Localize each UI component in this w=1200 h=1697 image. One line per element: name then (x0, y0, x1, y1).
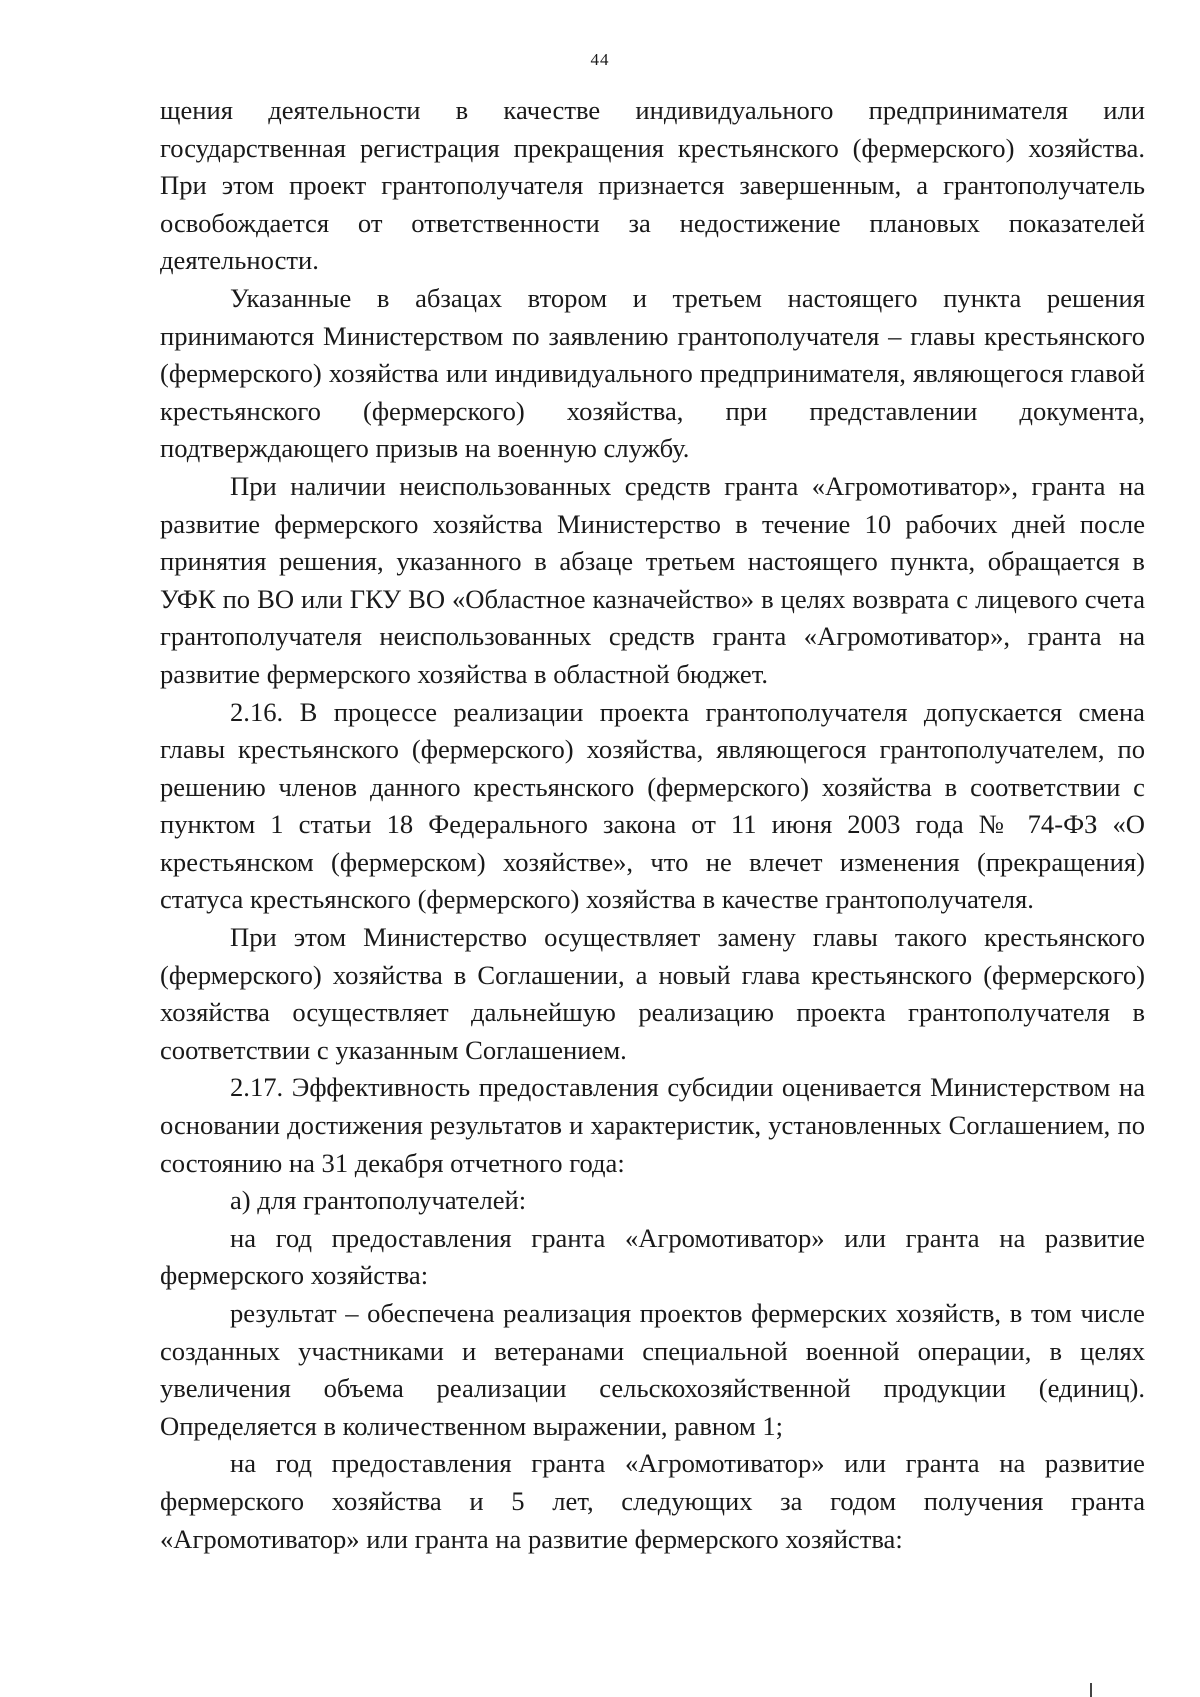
paragraph-clause-2-17: 2.17. Эффективность предоставления субсидии оценивается Министерством на основании достижения результатов и характеристик, установленных Соглашением, по состоянию на 31 декабря отчетного года: (160, 1072, 1145, 1178)
paragraph-item-a: а) для грантополучателей: (230, 1185, 527, 1216)
document-body (160, 92, 1145, 1558)
paragraph-grant-year-plus-five: на год предоставления гранта «Агромотиватор» или гранта на развитие фермерского хозяйства и 5 лет, следующих за годом получения гранта «Агромотиватор» или гранта на развитие фермерского хозяйства: (160, 1448, 1145, 1554)
paragraph-continuation: щения деятельности в качестве индивидуального предпринимателя или государственная регистрация прекращения крестьянского (фермерского) хозяйства. При этом проект грантополучателя признается завершенным, а грантополучатель освобождается от ответственности за недостижение плановых показателей деятельности. (160, 95, 1145, 276)
paragraph-unused-grant-funds: При наличии неиспользованных средств гранта «Агромотиватор», гранта на развитие фермерского хозяйства Министерство в течение 10 рабочих дней после принятия решения, указанного в абзаце третьем настоящего пункта, обращается в УФК по ВО или ГКУ ВО «Областное казначейство» в целях возврата с лицевого счета грантополучателя неиспользованных средств гранта «Агромотиватор», гранта на развитие фермерского хозяйства в областной бюджет. (160, 470, 1145, 689)
paragraph-result: результат – обеспечена реализация проектов фермерских хозяйств, в том числе созданных участниками и ветеранами специальной военной операции, в целях увеличения объема реализации сельскохозяйственной продукции (единиц). Определяется в количественном выражении, равном 1; (160, 1298, 1145, 1441)
paragraph-head-replacement: При этом Министерство осуществляет замену главы такого крестьянского (фермерского) хозяйства в Соглашении, а новый глава крестьянского (фермерского) хозяйства осуществляет дальнейшую реализацию проекта грантополучателя в соответствии с указанным Соглашением. (160, 922, 1145, 1065)
paragraph-clause-2-16: 2.16. В процессе реализации проекта грантополучателя допускается смена главы крестьянского (фермерского) хозяйства, являющегося грантополучателем, по решению членов данного крестьянского (фермерского) хозяйства в соответствии с пунктом 1 статьи 18 Федерального закона от 11 июня 2003 года № 74-ФЗ «О крестьянском (фермерском) хозяйстве», что не влечет изменения (прекращения) статуса крестьянского (фермерского) хозяйства в качестве грантополучателя. (160, 696, 1145, 915)
scan-mark (1090, 1683, 1092, 1697)
paragraph-decision-conditions: Указанные в абзацах втором и третьем настоящего пункта решения принимаются Министерством по заявлению грантополучателя – главы крестьянского (фермерского) хозяйства или индивидуального предпринимателя, являющегося главой крестьянского (фермерского) хозяйства, при представлении документа, подтверждающего призыв на военную службу. (160, 282, 1145, 464)
paragraph-grant-year: на год предоставления гранта «Агромотиватор» или гранта на развитие фермерского хозяйства: (160, 1222, 1145, 1291)
page-number: 44 (590, 50, 610, 69)
